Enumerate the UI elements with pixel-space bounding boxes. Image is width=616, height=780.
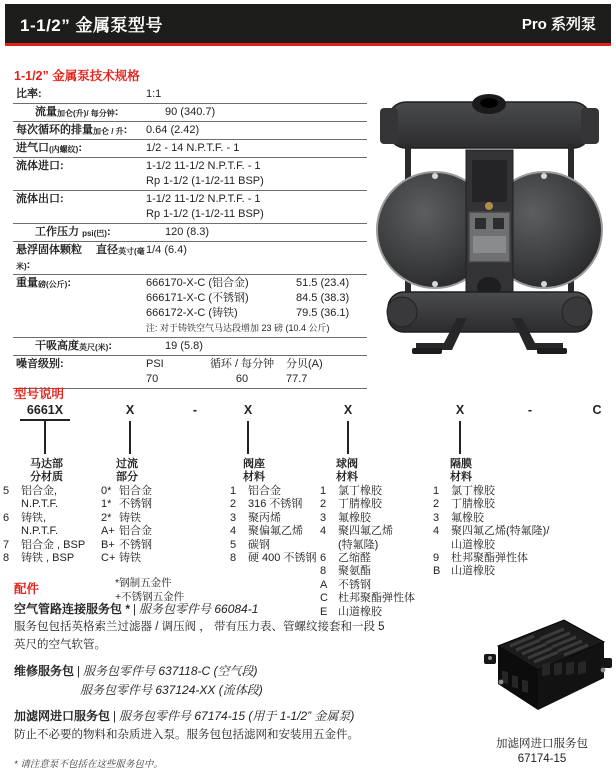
spec-label-part: 悬浮固体颗粒 直径 <box>16 244 119 256</box>
model-option-text: 316 不锈钢 <box>248 498 303 511</box>
accessory-description-line: 防止不必要的物料和杂质进入泵。服务包包括滤网和安装用五金件。 <box>14 728 359 741</box>
model-code-part: X <box>125 403 135 417</box>
model-option-code: A+ <box>101 525 115 538</box>
model-column-label-line1: 球阀 <box>336 458 358 470</box>
accessories-heading: 配件 <box>14 582 40 596</box>
spec-value: 120 (8.3) <box>165 226 210 238</box>
spec-label-part: 加仑 / 升 <box>93 127 124 136</box>
model-option-code: 1 <box>433 485 440 497</box>
model-code-part: C <box>592 403 602 417</box>
model-option <box>433 565 583 578</box>
model-column-label-line2: 材料 <box>450 470 472 483</box>
spec-values <box>146 243 367 273</box>
model-option-text: 山道橡胶 <box>338 605 382 618</box>
model-column-label <box>116 458 138 483</box>
model-column-label <box>336 458 358 483</box>
model-option-code: 3 <box>320 511 327 524</box>
model-code-part: 6661X <box>26 403 64 417</box>
model-option <box>320 539 445 552</box>
spec-label-part: 加仑(升)/ 每分钟 <box>57 109 115 118</box>
spec-label-part: 噪音级别: <box>16 358 64 370</box>
model-option <box>320 512 445 525</box>
model-column-label <box>450 458 472 483</box>
strainer-kit-illustration <box>468 606 616 732</box>
accessory-title-line <box>14 663 466 682</box>
noise-col: 分贝(A) <box>286 358 323 370</box>
spec-label-part: 重量 <box>16 277 38 289</box>
accessory-part-number-2: 服务包零件号 637124-XX (流体段) <box>80 682 263 697</box>
spec-value: 90 (340.7) <box>165 106 216 118</box>
spec-weight-value: 79.5 (36.1) <box>296 307 350 319</box>
spec-value-line <box>146 207 367 222</box>
spec-value: 1/4 (6.4) <box>146 244 187 256</box>
model-option-code: 4 <box>433 525 440 538</box>
spec-label <box>13 141 146 156</box>
spec-values <box>146 87 367 102</box>
model-option-code <box>320 539 338 552</box>
spec-label <box>13 123 146 138</box>
spec-value-line <box>146 87 367 102</box>
strainer-caption-title: 加滤网进口服务包 <box>496 738 588 750</box>
pump-image <box>372 84 612 366</box>
model-option-text: 氯丁橡胶 <box>338 485 382 497</box>
model-option-code: 1 <box>230 485 237 497</box>
model-option <box>433 498 583 511</box>
spec-label-part: : <box>26 259 31 271</box>
model-column-options <box>433 485 583 579</box>
spec-label-part: 流量 <box>35 106 57 118</box>
model-option <box>101 539 211 552</box>
model-option-text: 聚四氟乙烯 <box>338 525 393 538</box>
model-footnote: *钢制五金件 <box>115 577 172 590</box>
spec-values <box>165 339 367 354</box>
spec-value-line <box>165 339 367 354</box>
accessory-part-number: 服务包零件号 637118-C (空气段) <box>83 664 258 678</box>
spec-value-line <box>146 321 367 336</box>
model-option-code: C+ <box>101 552 116 565</box>
model-option-code: 2 <box>320 498 327 511</box>
spec-label-part: 进气口 <box>16 142 49 154</box>
spec-label-part: 英尺(米) <box>79 343 109 352</box>
spec-value: 666170-X-C (铝合金) <box>146 277 249 289</box>
model-column-label-line2: 材料 <box>336 470 358 483</box>
accessory-part-number: 服务包零件号 66084-1 <box>139 601 259 616</box>
spec-value: 19 (5.8) <box>165 340 203 352</box>
spec-value-line <box>146 174 367 189</box>
model-column-options <box>3 485 103 565</box>
model-option-text: 碳钢 <box>248 538 270 551</box>
model-code-part: X <box>455 403 465 417</box>
accessory-part-number: 服务包零件号 67174-15 (用于 1-1/2” 金属泵) <box>119 709 355 723</box>
model-code-part: X <box>343 403 353 417</box>
model-heading: 型号说明 <box>14 387 65 401</box>
spec-label-part: 英寸(毫米) <box>16 247 145 271</box>
accessory-description-line: 英尺的空气软管。 <box>14 638 106 651</box>
spec-value: 注: 对于铸铁空气马达段增加 23 磅 (10.4 公斤) <box>146 323 330 333</box>
accessory-title: 加滤网进口服务包 <box>14 709 111 723</box>
model-column-label-line1: 隔膜 <box>450 458 472 470</box>
spec-row <box>13 356 367 389</box>
accessory-title: 空气管路连接服务包 * <box>14 601 131 616</box>
model-code-part: X <box>243 403 253 417</box>
model-code-part: - <box>527 403 533 417</box>
spec-row <box>13 140 367 158</box>
model-column-label <box>243 458 265 483</box>
model-option-text: 铝合金 <box>119 525 152 538</box>
spec-values <box>165 225 367 240</box>
spec-row <box>13 158 367 191</box>
model-option <box>433 539 583 552</box>
spec-weight-value: 51.5 (23.4) <box>296 277 350 289</box>
model-option-code: 7 <box>3 538 10 551</box>
model-option-text: 丁腈橡胶 <box>338 498 382 511</box>
model-column-label-line1: 阀座 <box>243 458 265 470</box>
spec-value: Rp 1-1/2 (1-1/2-11 BSP) <box>146 175 264 187</box>
page-footnote: * 请注意泵不包括在这些服务包中。 <box>14 759 163 770</box>
model-option-code <box>433 539 451 552</box>
model-option-text: 不锈钢 <box>119 538 152 551</box>
spec-weight-value: 84.5 (38.3) <box>296 292 350 304</box>
model-option-text: 铝合金 <box>248 485 281 497</box>
spec-label-part: : <box>123 124 128 136</box>
model-option-text: 不锈钢 <box>338 578 371 591</box>
spec-value-line <box>146 141 367 156</box>
model-option-code: B+ <box>101 538 115 551</box>
model-option-code: C <box>320 592 328 605</box>
spec-values <box>146 123 367 138</box>
noise-col: 70 <box>146 373 159 385</box>
spec-label-part: 流体进口: <box>16 160 64 172</box>
model-option-code: 2* <box>101 511 112 524</box>
spec-value-line <box>146 306 367 321</box>
diaphragm-pump-illustration <box>372 84 612 366</box>
spec-label <box>13 357 146 387</box>
spec-value-line <box>165 105 367 120</box>
spec-values <box>146 159 367 189</box>
spec-label <box>13 339 165 354</box>
model-option-text: 杜邦聚酯弹性体 <box>451 552 528 565</box>
spec-value-line <box>146 291 367 306</box>
model-option-code <box>3 525 21 538</box>
spec-values <box>165 105 367 120</box>
model-option-code: 3 <box>230 511 237 524</box>
spec-label-part: 每次循环的排量 <box>16 124 93 136</box>
model-option-text: 铝合金, <box>21 485 58 497</box>
model-option-code: 9 <box>433 552 440 565</box>
accessory-description-line: 服务包包括英格索兰过滤器 / 调压阀 ， 带有压力表、管螺纹接套和一段 5 <box>14 621 385 633</box>
page-title: 1-1/2” 金属泵型号 <box>20 16 163 35</box>
model-option-text: N.P.T.F. <box>21 498 59 511</box>
spec-value: 666172-X-C (铸铁) <box>146 307 238 319</box>
model-option-code: 5 <box>230 538 237 551</box>
model-column-label <box>30 458 63 483</box>
spec-value-line <box>146 192 367 207</box>
spec-label-part: 工作压力 <box>35 226 83 238</box>
spec-value: 1-1/2 11-1/2 N.P.T.F. - 1 <box>146 193 261 205</box>
model-column-label-line2: 材料 <box>243 470 265 483</box>
spec-value-line <box>146 159 367 174</box>
model-option-code: E <box>320 605 328 618</box>
model-option-code: 4 <box>230 525 237 538</box>
spec-label-part: 比率: <box>16 88 42 100</box>
noise-col: PSI <box>146 358 164 370</box>
noise-col: 60 <box>235 373 249 385</box>
header-bar <box>5 4 611 43</box>
noise-col: 循环 / 每分钟 <box>209 358 275 370</box>
spec-label <box>13 192 146 222</box>
model-connector-line <box>247 421 249 454</box>
spec-values <box>146 276 367 336</box>
model-option-text: N.P.T.F. <box>21 525 59 538</box>
model-option-code: 6 <box>320 552 327 565</box>
spec-value-line <box>165 225 367 240</box>
model-option-text: 铸铁, <box>21 511 47 524</box>
model-option-text: 聚氨酯 <box>338 565 371 578</box>
series-label: Pro 系列泵 <box>521 16 596 33</box>
strainer-caption <box>452 737 616 767</box>
model-option <box>3 485 103 498</box>
strainer-caption-part-number: 67174-15 <box>517 753 567 765</box>
spec-value: 1/2 - 14 N.P.T.F. - 1 <box>146 142 240 154</box>
model-option <box>101 512 211 525</box>
spec-values <box>146 141 367 156</box>
model-option <box>320 525 445 538</box>
spec-label-part: : <box>108 340 112 352</box>
model-option-code: 2 <box>433 498 440 511</box>
spec-label <box>13 87 146 102</box>
model-column-label-line2: 分材质 <box>30 470 63 483</box>
spec-label-part: : <box>78 142 82 154</box>
model-option-code: 0* <box>101 485 112 497</box>
model-option <box>101 525 211 538</box>
strainer-image <box>468 606 616 732</box>
model-option <box>101 485 211 498</box>
spec-label-part: : <box>106 226 111 238</box>
model-option-text: (特氟隆) <box>338 538 379 551</box>
model-option-text: 丁腈橡胶 <box>451 498 495 511</box>
spec-row <box>13 224 367 242</box>
model-option-code: 1* <box>101 498 112 511</box>
spec-row <box>13 191 367 224</box>
spec-label <box>13 105 165 120</box>
model-option-code: 6 <box>3 511 10 524</box>
spec-value-line <box>146 357 367 372</box>
model-option-code: A <box>320 578 328 591</box>
model-option-code: B <box>433 565 441 578</box>
model-connector-line <box>129 421 131 454</box>
spec-label-part: 磅(公斤) <box>38 280 68 289</box>
accessory-separator: | <box>113 711 117 723</box>
spec-value-line <box>146 243 367 258</box>
accessory-title-line <box>14 708 466 727</box>
model-option-text: 山道橡胶 <box>451 565 495 578</box>
model-option <box>101 552 211 565</box>
spec-value-line <box>146 276 367 291</box>
spec-label <box>13 159 146 189</box>
spec-row <box>13 338 367 356</box>
model-option-text: 聚四氟乙烯(特氟隆)/ <box>451 525 550 538</box>
model-connector-line <box>459 421 461 454</box>
spec-row <box>13 122 367 140</box>
noise-col: 77.7 <box>286 373 308 385</box>
accessory-block <box>14 663 466 699</box>
model-option-text: 不锈钢 <box>119 498 152 511</box>
model-option-text: 铸铁 <box>119 552 141 565</box>
model-code-part: - <box>192 403 198 417</box>
model-option <box>3 525 103 538</box>
spec-label-part: 干吸高度 <box>35 340 79 352</box>
model-footnote: +不锈钢五金件 <box>115 590 185 603</box>
model-option-code: 8 <box>320 565 327 578</box>
model-option <box>320 552 445 565</box>
model-column-label-line1: 马达部 <box>30 458 63 470</box>
spec-values <box>146 357 367 387</box>
model-option <box>3 498 103 511</box>
model-option <box>433 525 583 538</box>
accessory-blocks <box>14 601 466 745</box>
model-option <box>3 512 103 525</box>
spec-value-line <box>146 123 367 138</box>
model-option-code <box>3 498 21 511</box>
model-option-text: 铸铁 <box>119 511 141 524</box>
spec-row <box>13 242 367 275</box>
spec-label-part: psi(巴) <box>82 229 107 238</box>
spec-value: 0.64 (2.42) <box>146 124 200 136</box>
model-connector-line <box>44 421 46 454</box>
specs-heading: 1-1/2” 金属泵技术规格 <box>14 69 140 83</box>
spec-row <box>13 104 367 122</box>
model-option <box>101 498 211 511</box>
model-option <box>433 552 583 565</box>
accessories-section <box>14 578 466 774</box>
model-option-text: 铝合金 , BSP <box>21 538 86 551</box>
spec-value-line <box>146 372 367 387</box>
spec-value: 666171-X-C (不锈钢) <box>146 292 249 304</box>
accessory-block <box>14 708 466 744</box>
model-option-code: 5 <box>3 485 10 497</box>
spec-label-part: : <box>114 106 119 118</box>
model-option-text: 杜邦聚酯弹性体 <box>338 592 415 605</box>
accessory-title: 维修服务包 <box>14 664 75 678</box>
specs-table <box>13 86 367 389</box>
model-option-text: 铝合金 <box>119 485 152 497</box>
spec-value: 1-1/2 11-1/2 N.P.T.F. - 1 <box>146 160 261 172</box>
model-option-text: 氟橡胶 <box>338 511 371 524</box>
accessory-separator: | <box>77 666 81 678</box>
accessory-block <box>14 601 466 655</box>
model-option <box>3 552 103 565</box>
spec-label <box>13 243 146 273</box>
model-option <box>320 565 445 578</box>
model-option <box>3 539 103 552</box>
model-option <box>433 485 583 498</box>
model-option-text: 铸铁 , BSP <box>21 552 75 565</box>
model-option-text: 乙缩醛 <box>338 552 371 565</box>
spec-row <box>13 275 367 338</box>
model-option-text: 硬 400 不锈钢 <box>248 552 317 565</box>
model-option-text: 聚偏氟乙烯 <box>248 525 303 538</box>
model-option-text: 氟橡胶 <box>451 511 484 524</box>
spec-value: 1:1 <box>146 88 162 100</box>
model-column-label-line2: 部分 <box>116 470 138 483</box>
spec-label-part: : <box>67 277 71 289</box>
model-connector-line <box>347 421 349 454</box>
accessory-title-line <box>14 601 466 620</box>
spec-label <box>13 225 165 240</box>
model-option-code: 1 <box>320 485 327 497</box>
spec-label-part: (内螺纹) <box>49 145 79 154</box>
model-column-label-line1: 过流 <box>116 458 138 470</box>
model-option-text: 氯丁橡胶 <box>451 485 495 497</box>
spec-label-part: 流体出口: <box>16 193 64 205</box>
model-option-text: 山道橡胶 <box>451 538 495 551</box>
model-option <box>433 512 583 525</box>
model-option <box>320 485 445 498</box>
model-option-code: 3 <box>433 511 440 524</box>
spec-row <box>13 86 367 104</box>
model-option-code: 2 <box>230 498 237 511</box>
spec-values <box>146 192 367 222</box>
model-option-code: 4 <box>320 525 327 538</box>
accessory-separator: | <box>133 603 137 616</box>
model-option-code: 8 <box>230 552 237 565</box>
spec-label <box>13 276 146 336</box>
model-option-code: 8 <box>3 552 10 565</box>
spec-value: Rp 1-1/2 (1-1/2-11 BSP) <box>146 208 264 220</box>
accent-rule <box>5 43 611 46</box>
model-option-text: 聚丙烯 <box>248 511 281 524</box>
model-option <box>320 498 445 511</box>
